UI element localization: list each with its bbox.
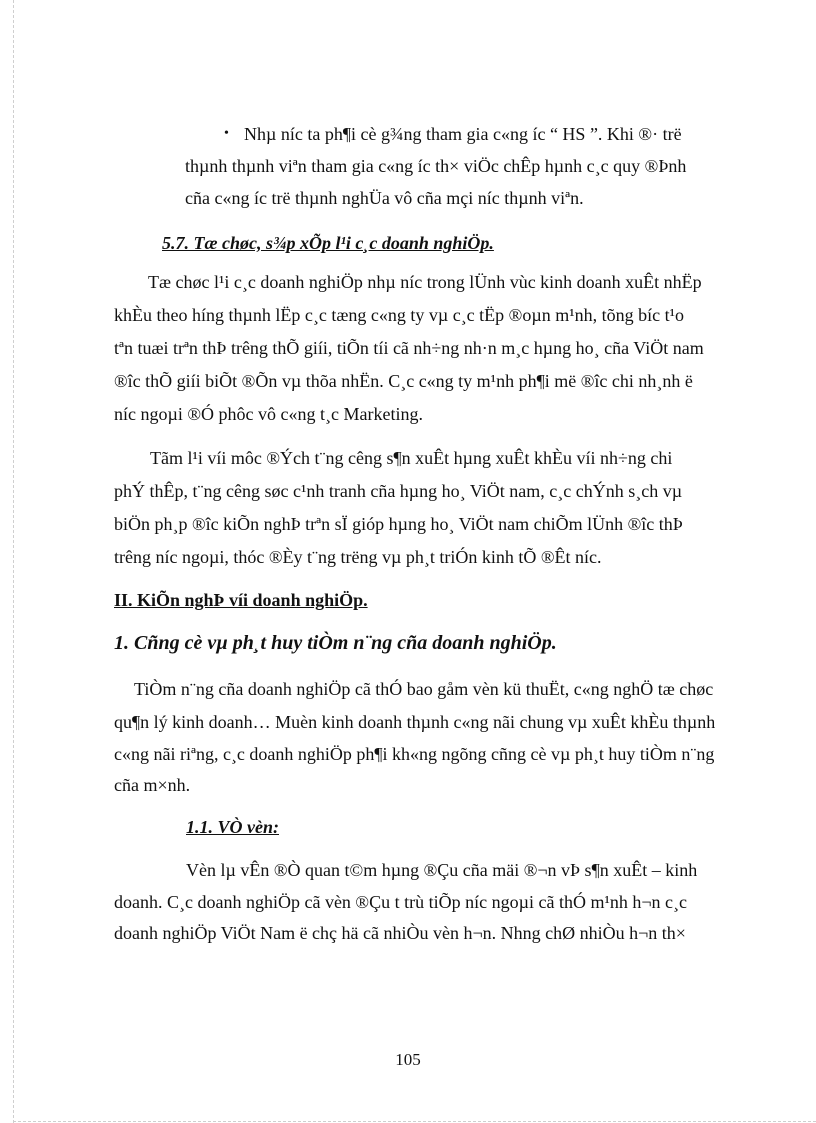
section-1-para-line-1: TiÒm n¨ng cña doanh nghiÖp cã thÓ bao gåm vèn kü thuËt, c«ng nghÖ tæ chøc xyxy=(134,679,714,699)
section-5-7-heading: 5.7. Tæ chøc, s¾p xÕp l¹i c¸c doanh nghiÖp. xyxy=(162,233,494,253)
section-1-1-para-line-3: doanh nghiÖp ViÖt Nam ë chç hä cã nhiÒu vèn h¬n. Nhng chØ nhiÒu h¬n th× xyxy=(114,923,686,943)
part-ii-heading: II. KiÕn nghÞ víi doanh nghiÖp. xyxy=(114,590,368,610)
section-1-para-line-4: cña m×nh. xyxy=(114,775,191,795)
section-5-7-para2-line-1: Tãm l¹i víi môc ®Ých t¨ng cêng s¶n xuÊt hµng xuÊt khÈu víi nh÷ng chi xyxy=(150,448,673,468)
section-5-7-para1-line-1: Tæ chøc l¹i c¸c doanh nghiÖp nhµ níc trong lÜnh vùc kinh doanh xuÊt nhËp xyxy=(148,272,702,292)
section-5-7-para1-line-4: ®îc thÕ giíi biÕt ®Õn vµ thõa nhËn. C¸c c«ng ty m¹nh ph¶i më ®îc chi nh¸nh ë xyxy=(114,371,693,391)
section-5-7-para1-line-2: khÈu theo híng thµnh lËp c¸c tæng c«ng ty vµ c¸c tËp ®oµn m¹nh, tõng bíc t¹o xyxy=(114,305,684,325)
bullet-line-1: Nhµ níc ta ph¶i cè g¾ng tham gia c«ng íc “ HS ”. Khi ®· trë xyxy=(244,124,682,144)
section-5-7-para2-line-2: phÝ thÊp, t¨ng cêng søc c¹nh tranh cña hµng ho¸ ViÖt nam, c¸c chÝnh s¸ch vµ xyxy=(114,481,683,501)
section-1-para-line-3: c«ng nãi riªng, c¸c doanh nghiÖp ph¶i kh«ng ngõng cñng cè vµ ph¸t huy tiÒm n¨ng xyxy=(114,744,715,764)
page-frame-left xyxy=(13,0,14,1123)
bullet-line-3: cña c«ng íc trë thµnh nghÜa vô cña mçi níc thµnh viªn. xyxy=(185,188,584,208)
bullet-line-2: thµnh thµnh viªn tham gia c«ng íc th× viÖc chÊp hµnh c¸c quy ®Þnh xyxy=(185,156,687,176)
section-1-1-para-line-1: Vèn lµ vÊn ®Ò quan t©m hµng ®Çu cña mäi ®¬n vÞ s¶n xuÊt – kinh xyxy=(186,860,698,880)
section-1-heading: 1. Cñng cè vµ ph¸t huy tiÒm n¨ng cña doanh nghiÖp. xyxy=(114,632,557,654)
section-5-7-para1-line-3: tªn tuæi trªn thÞ trêng thÕ giíi, tiÕn tíi cã nh÷ng nh·n m¸c hµng ho¸ cña ViÖt nam xyxy=(114,338,704,358)
bullet-marker: • xyxy=(224,126,229,141)
section-5-7-para2-line-3: biÖn ph¸p ®îc kiÕn nghÞ trªn sÏ gióp hµng ho¸ ViÖt nam chiÕm lÜnh ®îc thÞ xyxy=(114,514,683,534)
page-frame-bottom xyxy=(13,1121,816,1122)
section-1-para-line-2: qu¶n lý kinh doanh… Muèn kinh doanh thµnh c«ng nãi chung vµ xuÊt khÈu thµnh xyxy=(114,712,716,732)
section-5-7-para2-line-4: trêng níc ngoµi, thóc ®Èy t¨ng trëng vµ ph¸t triÓn kinh tÕ ®Êt níc. xyxy=(114,547,602,567)
page-number: 105 xyxy=(395,1050,421,1069)
section-5-7-para1-line-5: níc ngoµi ®Ó phôc vô c«ng t¸c Marketing. xyxy=(114,404,423,424)
section-1-1-para-line-2: doanh. C¸c doanh nghiÖp cã vèn ®Çu t trù tiÕp níc ngoµi cã thÓ m¹nh h¬n c¸c xyxy=(114,892,687,912)
section-1-1-heading: 1.1. VÒ vèn: xyxy=(186,817,279,837)
